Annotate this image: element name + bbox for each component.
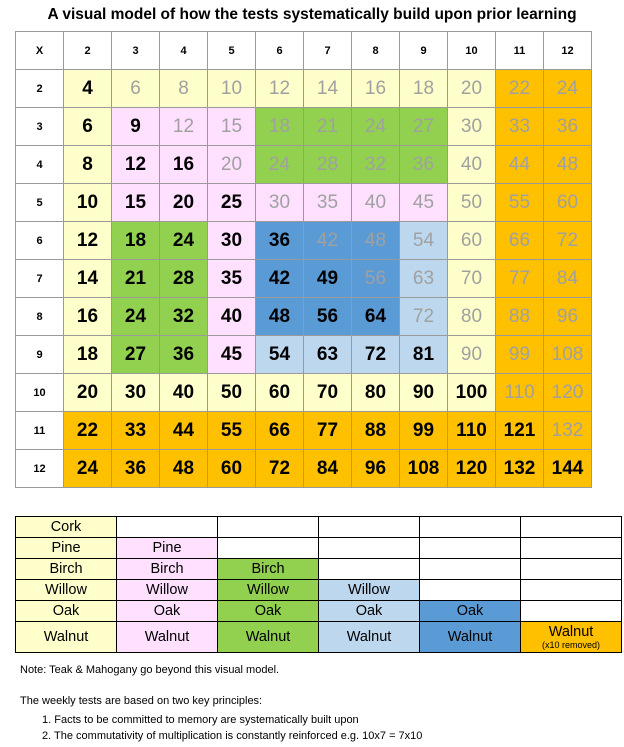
product-cell: 12 bbox=[112, 146, 160, 184]
test-level-cell bbox=[117, 601, 218, 622]
product-cell: 35 bbox=[208, 260, 256, 298]
test-level-subnote: (x10 removed) bbox=[541, 639, 601, 650]
test-level-cell bbox=[420, 580, 521, 601]
product-cell: 27 bbox=[400, 108, 448, 146]
test-level-cell bbox=[420, 517, 521, 538]
test-level-cell bbox=[218, 601, 319, 622]
product-cell: 90 bbox=[448, 336, 496, 374]
principle-item: 2. The commutativity of multiplication is constantly reinforced e.g. 10x7 = 7x10 bbox=[42, 730, 423, 742]
test-level-cell bbox=[319, 559, 420, 580]
product-cell: 36 bbox=[544, 108, 592, 146]
product-cell: 16 bbox=[160, 146, 208, 184]
test-level-cell bbox=[218, 559, 319, 580]
row-header: 4 bbox=[16, 146, 64, 184]
product-cell: 120 bbox=[448, 450, 496, 488]
product-cell: 99 bbox=[496, 336, 544, 374]
test-level-label: Oak bbox=[254, 602, 282, 619]
test-level-label: Walnut bbox=[144, 628, 190, 645]
product-cell: 28 bbox=[160, 260, 208, 298]
test-level-label: Cork bbox=[50, 518, 82, 535]
test-level-label: Walnut bbox=[346, 628, 392, 645]
product-cell: 72 bbox=[256, 450, 304, 488]
product-cell: 18 bbox=[112, 222, 160, 260]
test-level-cell bbox=[420, 601, 521, 622]
product-cell: 60 bbox=[256, 374, 304, 412]
product-cell: 16 bbox=[352, 70, 400, 108]
product-cell: 63 bbox=[400, 260, 448, 298]
row-header: 10 bbox=[16, 374, 64, 412]
note-text: Note: Teak & Mahogany go beyond this visual model. bbox=[20, 664, 280, 676]
product-cell: 30 bbox=[208, 222, 256, 260]
product-cell: 30 bbox=[256, 184, 304, 222]
column-header: 12 bbox=[544, 32, 592, 70]
test-level-cell bbox=[319, 580, 420, 601]
test-level-label: Birch bbox=[49, 560, 83, 577]
grid-row bbox=[16, 374, 592, 412]
product-cell: 49 bbox=[304, 260, 352, 298]
grid-row bbox=[16, 336, 592, 374]
product-cell: 6 bbox=[64, 108, 112, 146]
principle-item: 1. Facts to be committed to memory are systematically built upon bbox=[42, 714, 359, 726]
column-header: 9 bbox=[400, 32, 448, 70]
test-level-label: Birch bbox=[251, 560, 285, 577]
test-level-label: Oak bbox=[355, 602, 383, 619]
product-cell: 18 bbox=[400, 70, 448, 108]
product-cell: 36 bbox=[112, 450, 160, 488]
multiplication-grid bbox=[15, 31, 592, 488]
product-cell: 77 bbox=[304, 412, 352, 450]
product-cell: 24 bbox=[112, 298, 160, 336]
test-level-row bbox=[16, 517, 622, 538]
product-cell: 24 bbox=[352, 108, 400, 146]
product-cell: 81 bbox=[400, 336, 448, 374]
row-header: 9 bbox=[16, 336, 64, 374]
product-cell: 20 bbox=[448, 70, 496, 108]
product-cell: 9 bbox=[112, 108, 160, 146]
product-cell: 56 bbox=[304, 298, 352, 336]
product-cell: 66 bbox=[496, 222, 544, 260]
test-level-cell bbox=[117, 622, 218, 653]
row-header: 8 bbox=[16, 298, 64, 336]
test-level-cell bbox=[218, 622, 319, 653]
product-cell: 21 bbox=[304, 108, 352, 146]
test-level-row bbox=[16, 538, 622, 559]
product-cell: 96 bbox=[544, 298, 592, 336]
test-level-cell bbox=[117, 580, 218, 601]
row-header: 7 bbox=[16, 260, 64, 298]
test-level-label: Walnut bbox=[548, 623, 594, 640]
test-level-cell bbox=[521, 538, 622, 559]
product-cell: 24 bbox=[64, 450, 112, 488]
product-cell: 45 bbox=[208, 336, 256, 374]
test-level-cell bbox=[319, 517, 420, 538]
product-cell: 45 bbox=[400, 184, 448, 222]
test-level-cell bbox=[16, 538, 117, 559]
product-cell: 6 bbox=[112, 70, 160, 108]
test-level-row bbox=[16, 601, 622, 622]
test-level-label: Willow bbox=[146, 581, 188, 598]
product-cell: 8 bbox=[64, 146, 112, 184]
test-level-label: Pine bbox=[51, 539, 81, 556]
product-cell: 72 bbox=[544, 222, 592, 260]
test-level-label: Birch bbox=[150, 560, 184, 577]
test-level-cell bbox=[319, 601, 420, 622]
product-cell: 80 bbox=[448, 298, 496, 336]
product-cell: 20 bbox=[208, 146, 256, 184]
row-header: 6 bbox=[16, 222, 64, 260]
test-level-row bbox=[16, 559, 622, 580]
product-cell: 80 bbox=[352, 374, 400, 412]
product-cell: 108 bbox=[400, 450, 448, 488]
page-title: A visual model of how the tests systematically build upon prior learning bbox=[47, 6, 577, 23]
test-level-cell bbox=[521, 517, 622, 538]
product-cell: 50 bbox=[448, 184, 496, 222]
column-header: 5 bbox=[208, 32, 256, 70]
product-cell: 72 bbox=[352, 336, 400, 374]
row-header: 5 bbox=[16, 184, 64, 222]
test-level-cell bbox=[521, 559, 622, 580]
product-cell: 20 bbox=[160, 184, 208, 222]
product-cell: 144 bbox=[544, 450, 592, 488]
product-cell: 60 bbox=[208, 450, 256, 488]
column-header: 7 bbox=[304, 32, 352, 70]
test-level-cell bbox=[117, 559, 218, 580]
test-level-cell bbox=[16, 517, 117, 538]
test-level-label: Willow bbox=[348, 581, 390, 598]
product-cell: 110 bbox=[496, 374, 544, 412]
product-cell: 14 bbox=[304, 70, 352, 108]
product-cell: 84 bbox=[304, 450, 352, 488]
product-cell: 40 bbox=[352, 184, 400, 222]
column-header: 10 bbox=[448, 32, 496, 70]
product-cell: 36 bbox=[160, 336, 208, 374]
test-level-cell bbox=[16, 622, 117, 653]
product-cell: 12 bbox=[256, 70, 304, 108]
product-cell: 16 bbox=[64, 298, 112, 336]
product-cell: 70 bbox=[304, 374, 352, 412]
test-level-label: Willow bbox=[45, 581, 87, 598]
principles-list bbox=[42, 712, 422, 744]
product-cell: 40 bbox=[208, 298, 256, 336]
principles-intro: The weekly tests are based on two key principles: bbox=[20, 695, 263, 707]
test-level-cell bbox=[218, 580, 319, 601]
product-cell: 54 bbox=[400, 222, 448, 260]
product-cell: 96 bbox=[352, 450, 400, 488]
test-level-cell bbox=[521, 622, 622, 653]
test-level-label: Walnut bbox=[447, 628, 493, 645]
product-cell: 55 bbox=[208, 412, 256, 450]
product-cell: 100 bbox=[448, 374, 496, 412]
test-level-label: Oak bbox=[52, 602, 80, 619]
column-header: 2 bbox=[64, 32, 112, 70]
row-header: 12 bbox=[16, 450, 64, 488]
test-level-cell bbox=[117, 517, 218, 538]
product-cell: 120 bbox=[544, 374, 592, 412]
test-level-label: Oak bbox=[456, 602, 484, 619]
grid-row bbox=[16, 260, 592, 298]
product-cell: 33 bbox=[112, 412, 160, 450]
product-cell: 15 bbox=[112, 184, 160, 222]
header-row bbox=[16, 32, 592, 70]
product-cell: 30 bbox=[448, 108, 496, 146]
product-cell: 40 bbox=[160, 374, 208, 412]
product-cell: 32 bbox=[160, 298, 208, 336]
product-cell: 44 bbox=[160, 412, 208, 450]
product-cell: 33 bbox=[496, 108, 544, 146]
product-cell: 35 bbox=[304, 184, 352, 222]
grid-row bbox=[16, 412, 592, 450]
grid-row bbox=[16, 222, 592, 260]
column-header: 8 bbox=[352, 32, 400, 70]
product-cell: 10 bbox=[208, 70, 256, 108]
product-cell: 121 bbox=[496, 412, 544, 450]
test-level-cell bbox=[420, 538, 521, 559]
product-cell: 36 bbox=[256, 222, 304, 260]
product-cell: 15 bbox=[208, 108, 256, 146]
product-cell: 66 bbox=[256, 412, 304, 450]
test-level-row bbox=[16, 580, 622, 601]
product-cell: 60 bbox=[544, 184, 592, 222]
product-cell: 18 bbox=[64, 336, 112, 374]
grid-row bbox=[16, 108, 592, 146]
corner-header: X bbox=[16, 32, 64, 70]
product-cell: 72 bbox=[400, 298, 448, 336]
product-cell: 21 bbox=[112, 260, 160, 298]
product-cell: 24 bbox=[160, 222, 208, 260]
product-cell: 8 bbox=[160, 70, 208, 108]
product-cell: 32 bbox=[352, 146, 400, 184]
product-cell: 84 bbox=[544, 260, 592, 298]
test-level-cell bbox=[16, 601, 117, 622]
product-cell: 22 bbox=[496, 70, 544, 108]
product-cell: 55 bbox=[496, 184, 544, 222]
product-cell: 88 bbox=[496, 298, 544, 336]
grid-row bbox=[16, 450, 592, 488]
product-cell: 110 bbox=[448, 412, 496, 450]
product-cell: 4 bbox=[64, 70, 112, 108]
grid-row bbox=[16, 146, 592, 184]
column-header: 3 bbox=[112, 32, 160, 70]
product-cell: 30 bbox=[112, 374, 160, 412]
product-cell: 44 bbox=[496, 146, 544, 184]
product-cell: 20 bbox=[64, 374, 112, 412]
product-cell: 12 bbox=[160, 108, 208, 146]
test-level-cell bbox=[319, 622, 420, 653]
product-cell: 42 bbox=[256, 260, 304, 298]
test-levels-table bbox=[15, 516, 622, 653]
row-header: 11 bbox=[16, 412, 64, 450]
test-level-cell bbox=[521, 601, 622, 622]
column-header: 11 bbox=[496, 32, 544, 70]
product-cell: 10 bbox=[64, 184, 112, 222]
product-cell: 48 bbox=[544, 146, 592, 184]
test-level-label: Walnut bbox=[43, 628, 89, 645]
test-level-cell bbox=[16, 559, 117, 580]
row-header: 3 bbox=[16, 108, 64, 146]
test-level-cell bbox=[420, 622, 521, 653]
test-level-label: Willow bbox=[247, 581, 289, 598]
product-cell: 12 bbox=[64, 222, 112, 260]
product-cell: 14 bbox=[64, 260, 112, 298]
test-level-row bbox=[16, 622, 622, 653]
grid-row bbox=[16, 70, 592, 108]
product-cell: 88 bbox=[352, 412, 400, 450]
test-level-cell bbox=[16, 580, 117, 601]
product-cell: 70 bbox=[448, 260, 496, 298]
test-level-cell bbox=[319, 538, 420, 559]
column-header: 4 bbox=[160, 32, 208, 70]
test-level-label: Pine bbox=[152, 539, 182, 556]
product-cell: 48 bbox=[352, 222, 400, 260]
product-cell: 24 bbox=[544, 70, 592, 108]
grid-row bbox=[16, 298, 592, 336]
product-cell: 132 bbox=[544, 412, 592, 450]
test-level-label: Oak bbox=[153, 602, 181, 619]
test-level-label: Walnut bbox=[245, 628, 291, 645]
product-cell: 54 bbox=[256, 336, 304, 374]
product-cell: 132 bbox=[496, 450, 544, 488]
column-header: 6 bbox=[256, 32, 304, 70]
product-cell: 28 bbox=[304, 146, 352, 184]
product-cell: 27 bbox=[112, 336, 160, 374]
product-cell: 90 bbox=[400, 374, 448, 412]
row-header: 2 bbox=[16, 70, 64, 108]
grid-row bbox=[16, 184, 592, 222]
test-level-cell bbox=[117, 538, 218, 559]
product-cell: 22 bbox=[64, 412, 112, 450]
product-cell: 99 bbox=[400, 412, 448, 450]
test-level-cell bbox=[218, 538, 319, 559]
product-cell: 50 bbox=[208, 374, 256, 412]
product-cell: 56 bbox=[352, 260, 400, 298]
product-cell: 25 bbox=[208, 184, 256, 222]
test-level-cell bbox=[521, 580, 622, 601]
product-cell: 18 bbox=[256, 108, 304, 146]
product-cell: 40 bbox=[448, 146, 496, 184]
product-cell: 42 bbox=[304, 222, 352, 260]
product-cell: 63 bbox=[304, 336, 352, 374]
test-level-cell bbox=[218, 517, 319, 538]
product-cell: 36 bbox=[400, 146, 448, 184]
product-cell: 77 bbox=[496, 260, 544, 298]
product-cell: 108 bbox=[544, 336, 592, 374]
product-cell: 24 bbox=[256, 146, 304, 184]
product-cell: 48 bbox=[160, 450, 208, 488]
product-cell: 64 bbox=[352, 298, 400, 336]
product-cell: 48 bbox=[256, 298, 304, 336]
product-cell: 60 bbox=[448, 222, 496, 260]
test-level-cell bbox=[420, 559, 521, 580]
